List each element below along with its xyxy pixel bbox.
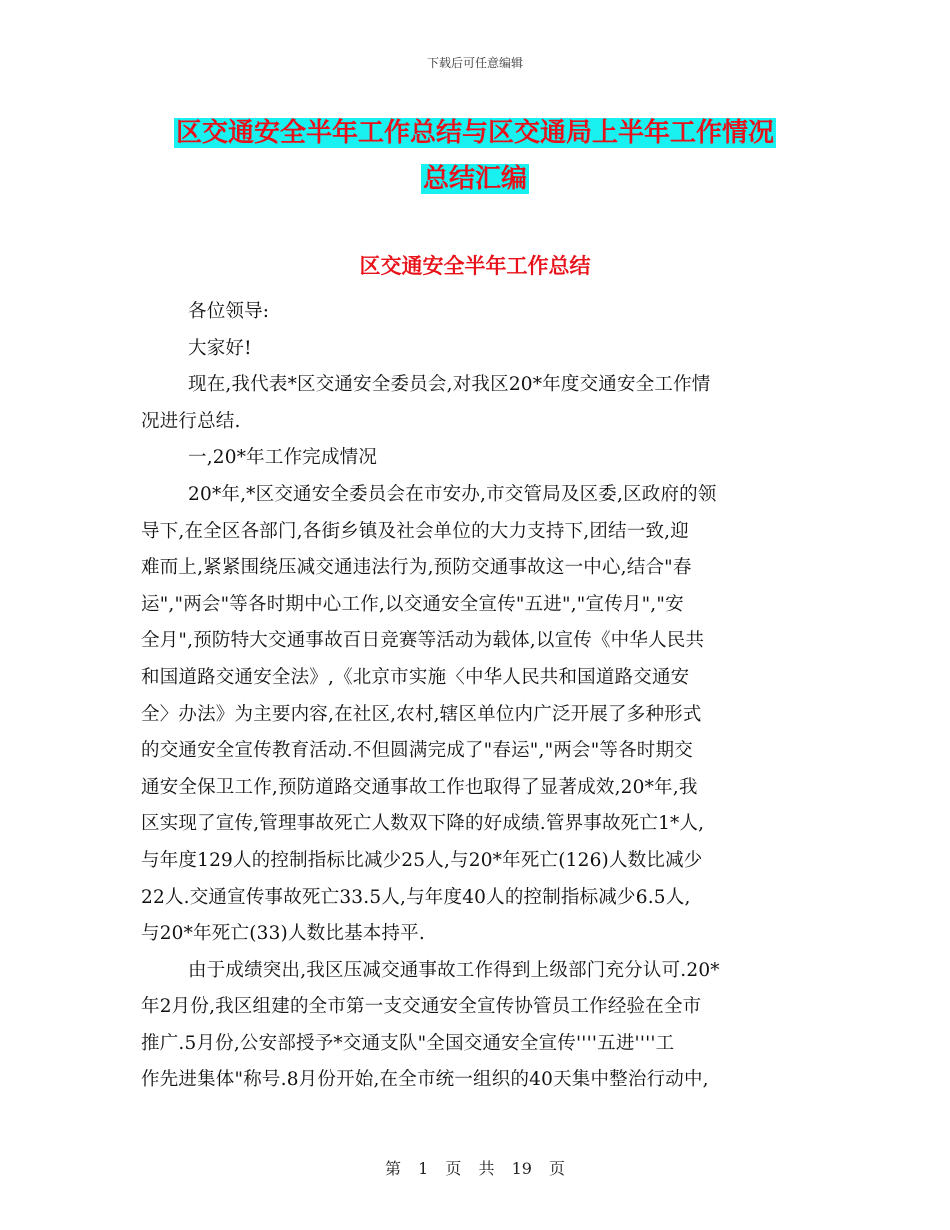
paragraph-line: 况进行总结. <box>141 410 241 432</box>
paragraph-line: 和国道路交通安全法》,《北京市实施〈中华人民共和国道路交通安 <box>141 666 690 688</box>
footer-label: 第 <box>384 1159 401 1178</box>
section-title: 区交通安全半年工作总结 <box>359 254 591 278</box>
footer-label: 页 <box>549 1159 566 1178</box>
paragraph-line: 20*年,*区交通安全委员会在市安办,市交管局及区委,区政府的领 <box>188 483 717 505</box>
paragraph-line: 全〉办法》为主要内容,在社区,农村,辖区单位内广泛开展了多种形式 <box>141 703 702 725</box>
paragraph-line: 大家好! <box>188 337 252 359</box>
document-title-line2 <box>0 158 950 195</box>
paragraph-line: 各位领导: <box>188 301 270 322</box>
paragraph-line: 导下,在全区各部门,各街乡镇及社会单位的大力支持下,团结一致,迎 <box>141 520 689 542</box>
footer-label: 页 <box>445 1159 462 1178</box>
paragraph-line: 一,20*年工作完成情况 <box>188 447 378 469</box>
page-number: 1 <box>418 1159 429 1178</box>
paragraph-line: 的交通安全宣传教育活动.不但圆满完成了"春运","两会"等各时期交 <box>141 740 693 762</box>
total-pages: 19 <box>511 1159 532 1178</box>
paragraph-line: 与20*年死亡(33)人数比基本持平. <box>141 923 425 945</box>
paragraph-line: 运","两会"等各时期中心工作,以交通安全宣传"五进","宣传月","安 <box>141 593 684 615</box>
page-footer <box>0 1156 950 1179</box>
paragraph-line: 全月",预防特大交通事故百日竞赛等活动为载体,以宣传《中华人民共 <box>141 630 705 652</box>
paragraph-line: 通安全保卫工作,预防道路交通事故工作也取得了显著成效,20*年,我 <box>141 776 698 798</box>
paragraph-line: 区实现了宣传,管理事故死亡人数双下降的好成绩.管界事故死亡1*人, <box>141 813 705 835</box>
header-note: 下载后可任意编辑 <box>426 56 523 70</box>
title-highlight: 区交通安全半年工作总结与区交通局上半年工作情况 <box>175 118 774 148</box>
document-body <box>141 294 809 1099</box>
paragraph-line: 推广.5月份,公安部授予*交通支队"全国交通安全宣传''''五进''''工 <box>141 1032 675 1054</box>
paragraph-line: 由于成绩突出,我区压减交通事故工作得到上级部门充分认可.20* <box>188 959 720 981</box>
paragraph-line: 作先进集体"称号.8月份开始,在全市统一组织的40天集中整治行动中, <box>141 1069 709 1091</box>
title-highlight: 总结汇编 <box>422 164 527 194</box>
document-title-line1 <box>0 112 950 149</box>
paragraph-line: 现在,我代表*区交通安全委员会,对我区20*年度交通安全工作情 <box>188 374 711 396</box>
paragraph-line: 与年度129人的控制指标比减少25人,与20*年死亡(126)人数比减少 <box>141 849 703 871</box>
paragraph-line: 22人.交通宣传事故死亡33.5人,与年度40人的控制指标减少6.5人, <box>141 886 691 908</box>
paragraph-line: 难而上,紧紧围绕压减交通违法行为,预防交通事故这一中心,结合"春 <box>141 557 692 579</box>
paragraph-line: 年2月份,我区组建的全市第一支交通安全宣传协管员工作经验在全市 <box>141 996 702 1018</box>
footer-label: 共 <box>478 1159 495 1178</box>
